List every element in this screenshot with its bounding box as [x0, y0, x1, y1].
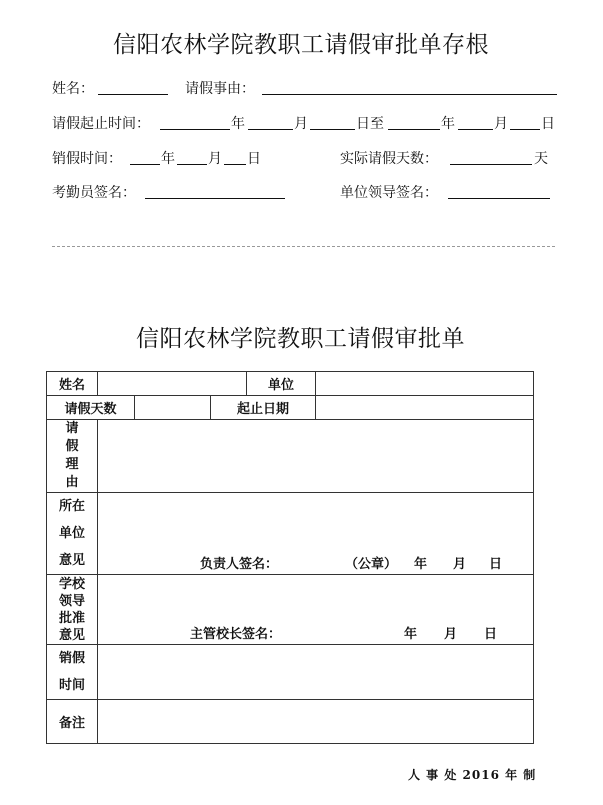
- school-label-cell: [47, 575, 98, 645]
- cancel-label-cell: [47, 645, 98, 700]
- leave-days-input-cell[interactable]: [135, 396, 211, 420]
- school-line-3: 批准: [58, 610, 85, 626]
- school-month-label: 月: [444, 627, 458, 642]
- cancel-line-1: 销假: [58, 651, 85, 666]
- stub-attendance-label: 考勤员签名：: [52, 185, 136, 201]
- stub-actual-days-field[interactable]: [450, 164, 532, 165]
- stub-start-year-field[interactable]: [160, 129, 230, 130]
- dept-month-label: 月: [453, 557, 467, 572]
- school-line-4: 意见: [58, 627, 85, 643]
- name-label-cell: 姓名: [47, 372, 98, 396]
- stub-year-3: 年: [161, 151, 175, 167]
- dept-line-2: 单位: [58, 526, 85, 541]
- dept-opinion-cell[interactable]: [98, 493, 534, 575]
- form-title: 信阳农林学院教职工请假审批单: [136, 326, 465, 352]
- stub-month-1: 月: [294, 116, 308, 132]
- stub-actual-label: 实际请假天数：: [340, 151, 438, 167]
- stub-year-2: 年: [441, 116, 455, 132]
- school-line-2: 领导: [58, 593, 85, 609]
- stub-to-label: 日至: [356, 116, 384, 132]
- stub-end-day-field[interactable]: [510, 129, 540, 130]
- stub-cancel-day-field[interactable]: [224, 164, 246, 165]
- dept-sign-label: 负责人签名：: [200, 557, 279, 572]
- stub-end-year-field[interactable]: [388, 129, 440, 130]
- footer-issuer: 人 事 处 2016 年 制: [408, 768, 537, 782]
- dept-year-label: 年: [414, 557, 428, 572]
- stub-leader-field[interactable]: [448, 198, 550, 199]
- principal-sign-label: 主管校长签名：: [190, 627, 282, 642]
- stub-start-month-field[interactable]: [248, 129, 293, 130]
- school-opinion-cell[interactable]: [98, 575, 534, 645]
- reason-char-2: 假: [65, 439, 79, 454]
- school-year-label: 年: [404, 627, 418, 642]
- dept-line-3: 意见: [58, 553, 85, 568]
- remark-input-cell[interactable]: [98, 700, 534, 744]
- reason-label-cell: [47, 420, 98, 493]
- reason-char-1: 请: [65, 421, 79, 436]
- stub-end-month-field[interactable]: [458, 129, 493, 130]
- stub-cancel-month-field[interactable]: [177, 164, 207, 165]
- approval-table: [46, 371, 534, 744]
- stub-day-2: 日: [541, 116, 555, 132]
- stub-month-2: 月: [494, 116, 508, 132]
- leave-days-label-cell: 请假天数: [47, 396, 135, 420]
- stub-month-3: 月: [208, 151, 222, 167]
- stub-reason-label: 请假事由：: [185, 81, 255, 97]
- cancel-line-2: 时间: [58, 678, 85, 693]
- reason-input-cell[interactable]: [98, 420, 534, 493]
- date-range-label-cell: 起止日期: [211, 396, 316, 420]
- stub-cancel-year-field[interactable]: [130, 164, 160, 165]
- stub-day-3: 日: [247, 151, 261, 167]
- dept-line-1: 所在: [58, 499, 85, 514]
- stub-year-1: 年: [231, 116, 245, 132]
- stub-name-label: 姓名：: [52, 81, 94, 97]
- unit-label-cell: 单位: [247, 372, 316, 396]
- stub-days-unit: 天: [534, 151, 548, 167]
- stub-name-field[interactable]: [98, 94, 168, 95]
- school-line-1: 学校: [58, 576, 85, 592]
- date-range-input-cell[interactable]: [316, 396, 534, 420]
- stub-reason-field[interactable]: [262, 94, 557, 95]
- cut-line: [52, 246, 555, 247]
- stub-cancel-label: 销假时间：: [52, 151, 122, 167]
- school-day-label: 日: [484, 627, 498, 642]
- cancel-input-cell[interactable]: [98, 645, 534, 700]
- dept-day-label: 日: [489, 557, 503, 572]
- remark-label-cell: 备注: [47, 700, 98, 744]
- stub-period-label: 请假起止时间：: [52, 116, 150, 132]
- dept-label-cell: [47, 493, 98, 575]
- stub-attendance-field[interactable]: [145, 198, 285, 199]
- reason-char-3: 理: [65, 457, 79, 472]
- reason-char-4: 由: [65, 475, 79, 490]
- unit-input-cell[interactable]: [316, 372, 534, 396]
- stub-title: 信阳农林学院教职工请假审批单存根: [113, 32, 489, 58]
- stub-start-day-field[interactable]: [310, 129, 355, 130]
- stub-leader-label: 单位领导签名：: [340, 185, 438, 201]
- seal-label: （公章）: [345, 557, 398, 572]
- name-input-cell[interactable]: [98, 372, 247, 396]
